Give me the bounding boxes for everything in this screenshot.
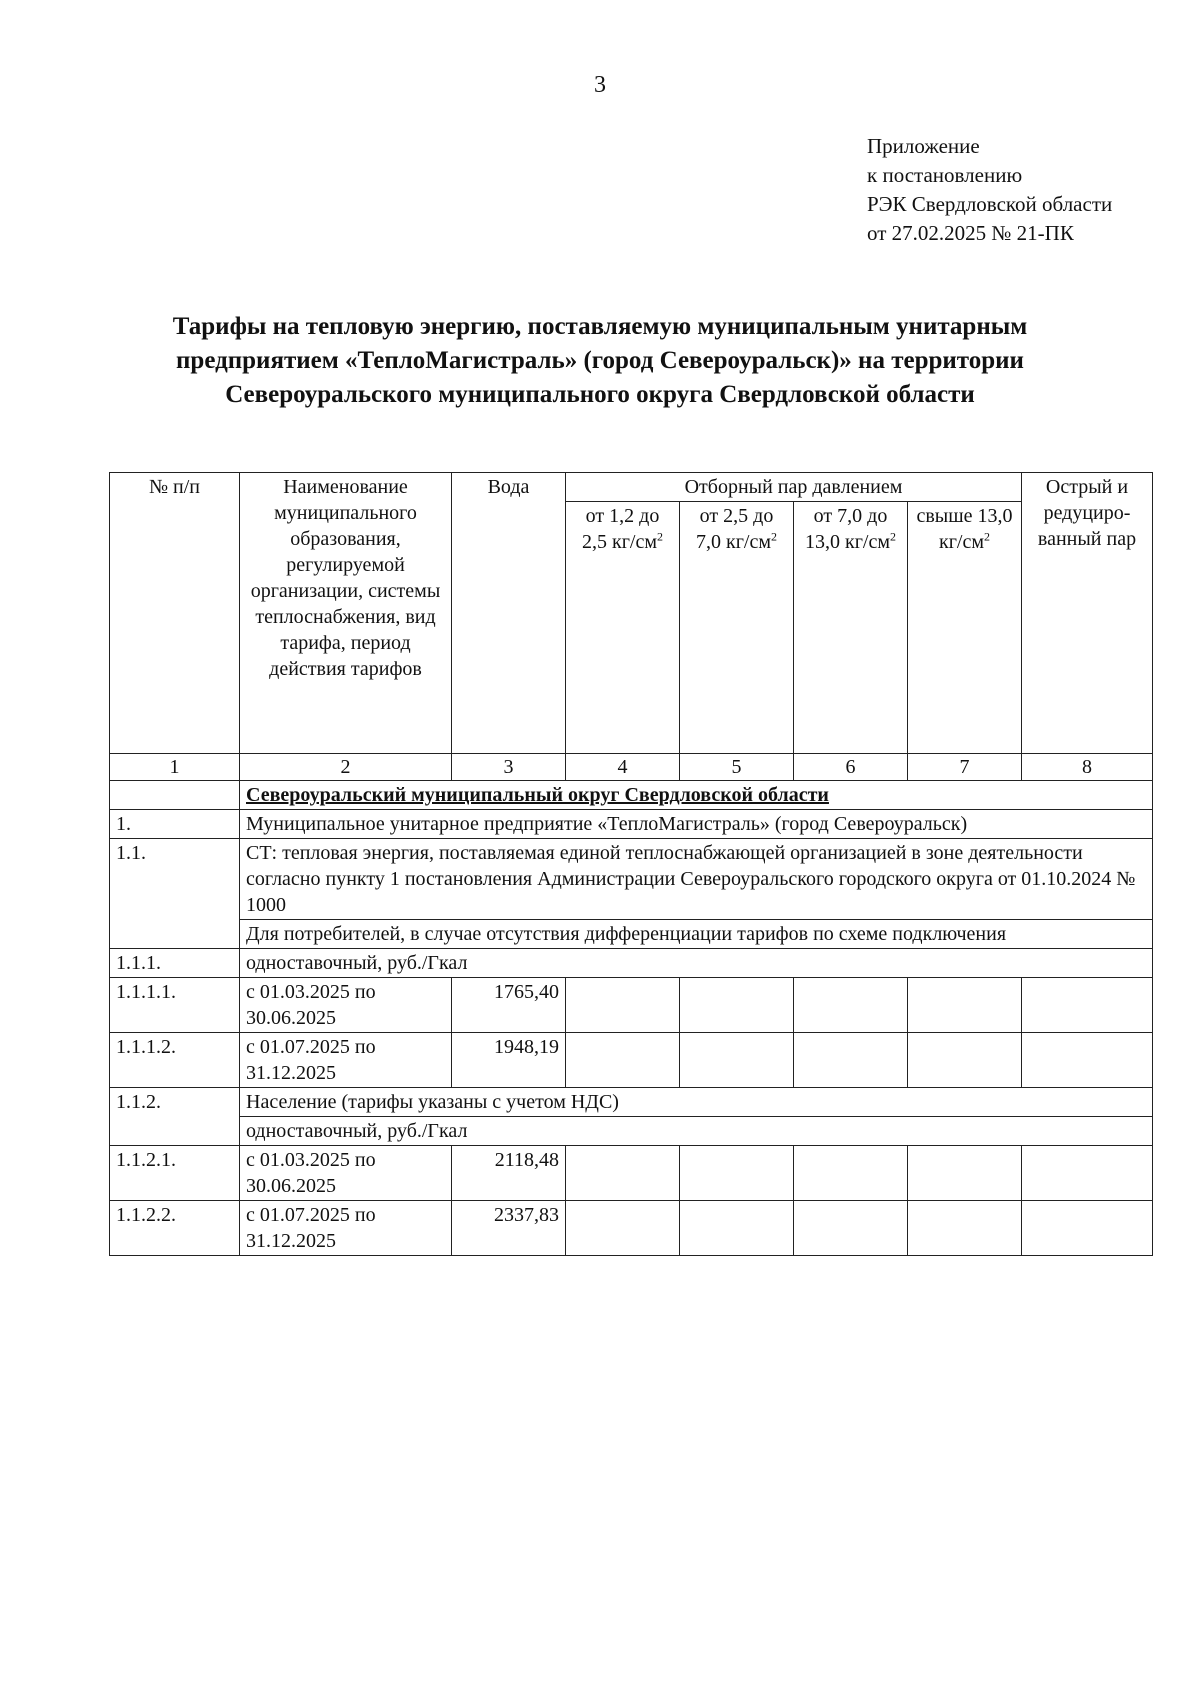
header-pressure-2: от 2,5 до 7,0 $кг/см^2$ bbox=[680, 502, 794, 754]
tariff-table bbox=[109, 472, 1153, 1256]
appendix-line: Приложение bbox=[867, 134, 980, 158]
row-water-value: 1765,40 bbox=[452, 978, 566, 1033]
appendix-line: РЭК Свердловской области bbox=[867, 192, 1113, 216]
column-number: 2 bbox=[240, 754, 452, 781]
header-pressure-4: свыше 13,0 $кг/см^2$ bbox=[908, 502, 1022, 754]
row-num: 1.1.2.2. bbox=[110, 1201, 240, 1256]
column-number: 3 bbox=[452, 754, 566, 781]
system-row bbox=[110, 839, 1153, 920]
empty-cell bbox=[794, 1201, 908, 1256]
org-name: Муниципальное унитарное предприятие «ТеплоМагистраль» (город Североуральск) bbox=[240, 810, 1153, 839]
appendix-block bbox=[867, 132, 1187, 248]
column-number: 6 bbox=[794, 754, 908, 781]
one-rate-name: одноставочный, руб./Гкал bbox=[240, 1117, 1153, 1146]
empty-cell bbox=[794, 1146, 908, 1201]
header-water: Вода bbox=[452, 473, 566, 754]
header-sharp-steam: Острый и редуциро-ванный пар bbox=[1022, 473, 1153, 754]
appendix-line: от 27.02.2025 № 21-ПК bbox=[867, 221, 1074, 245]
org-row bbox=[110, 810, 1153, 839]
system-num: 1.1. bbox=[110, 839, 240, 949]
region-row bbox=[110, 781, 1153, 810]
empty-cell bbox=[794, 978, 908, 1033]
row-num: 1.1.2.1. bbox=[110, 1146, 240, 1201]
row-water-value: 2337,83 bbox=[452, 1201, 566, 1256]
row-water-value: 2118,48 bbox=[452, 1146, 566, 1201]
empty-cell bbox=[566, 1146, 680, 1201]
document-title bbox=[100, 310, 1100, 412]
population-row bbox=[110, 1088, 1153, 1117]
empty-cell bbox=[566, 1033, 680, 1088]
empty-cell bbox=[680, 978, 794, 1033]
title-line: предприятием «ТеплоМагистраль» (город Североуральск)» на территории bbox=[176, 347, 1024, 374]
row-period: с 01.03.2025 по 30.06.2025 bbox=[240, 978, 452, 1033]
population-name: Население (тарифы указаны с учетом НДС) bbox=[240, 1088, 1153, 1117]
column-number: 1 bbox=[110, 754, 240, 781]
consumers-text: Для потребителей, в случае отсутствия дифференциации тарифов по схеме подключения bbox=[240, 920, 1153, 949]
one-rate-row bbox=[110, 1117, 1153, 1146]
appendix-line: к постановлению bbox=[867, 163, 1023, 187]
row-num: 1.1.1.2. bbox=[110, 1033, 240, 1088]
empty-cell bbox=[1022, 1146, 1153, 1201]
empty-cell bbox=[1022, 1033, 1153, 1088]
row-water-value: 1948,19 bbox=[452, 1033, 566, 1088]
empty-cell bbox=[908, 1033, 1022, 1088]
row-period: с 01.07.2025 по 31.12.2025 bbox=[240, 1033, 452, 1088]
row-period: с 01.03.2025 по 30.06.2025 bbox=[240, 1146, 452, 1201]
empty-cell bbox=[1022, 1201, 1153, 1256]
table-row bbox=[110, 1146, 1153, 1201]
column-number: 5 bbox=[680, 754, 794, 781]
region-name: Североуральский муниципальный округ Свердловской области bbox=[240, 781, 1153, 810]
org-num: 1. bbox=[110, 810, 240, 839]
header-pressure-3: от 7,0 до 13,0 $кг/см^2$ bbox=[794, 502, 908, 754]
empty-cell bbox=[566, 978, 680, 1033]
empty-cell bbox=[680, 1033, 794, 1088]
empty-cell bbox=[680, 1146, 794, 1201]
title-line: Тарифы на тепловую энергию, поставляемую муниципальным унитарным bbox=[172, 313, 1028, 340]
empty-cell bbox=[680, 1201, 794, 1256]
system-name: СТ: тепловая энергия, поставляемая единой теплоснабжающей организацией в зоне деятельности согласно пункту 1 постановления Администрации Североуральского городского округа от 01.10.2024 № 1000 bbox=[240, 839, 1153, 920]
column-number: 4 bbox=[566, 754, 680, 781]
one-rate-name: одноставочный, руб./Гкал bbox=[240, 949, 1153, 978]
table-row bbox=[110, 1033, 1153, 1088]
region-num bbox=[110, 781, 240, 810]
one-rate-num: 1.1.1. bbox=[110, 949, 240, 978]
title-line: Североуральского муниципального округа Свердловской области bbox=[225, 381, 975, 408]
empty-cell bbox=[1022, 978, 1153, 1033]
table-row bbox=[110, 1201, 1153, 1256]
one-rate-row bbox=[110, 949, 1153, 978]
table-row bbox=[110, 978, 1153, 1033]
empty-cell bbox=[566, 1201, 680, 1256]
empty-cell bbox=[908, 1146, 1022, 1201]
header-steam-group: Отборный пар давлением bbox=[566, 473, 1022, 502]
row-num: 1.1.1.1. bbox=[110, 978, 240, 1033]
header-pressure-1: от 1,2 до 2,5 $кг/см^2$ bbox=[566, 502, 680, 754]
header-num: № п/п bbox=[110, 473, 240, 754]
page-number: 3 bbox=[594, 72, 606, 98]
column-number: 8 bbox=[1022, 754, 1153, 781]
column-number-row bbox=[110, 754, 1153, 781]
empty-cell bbox=[908, 1201, 1022, 1256]
population-num: 1.1.2. bbox=[110, 1088, 240, 1146]
consumers-row bbox=[110, 920, 1153, 949]
row-period: с 01.07.2025 по 31.12.2025 bbox=[240, 1201, 452, 1256]
header-name: Наименование муниципального образования, регулируемой организации, системы теплоснабжения, вид тарифа, период действия тарифов bbox=[240, 473, 452, 754]
empty-cell bbox=[908, 978, 1022, 1033]
empty-cell bbox=[794, 1033, 908, 1088]
column-number: 7 bbox=[908, 754, 1022, 781]
